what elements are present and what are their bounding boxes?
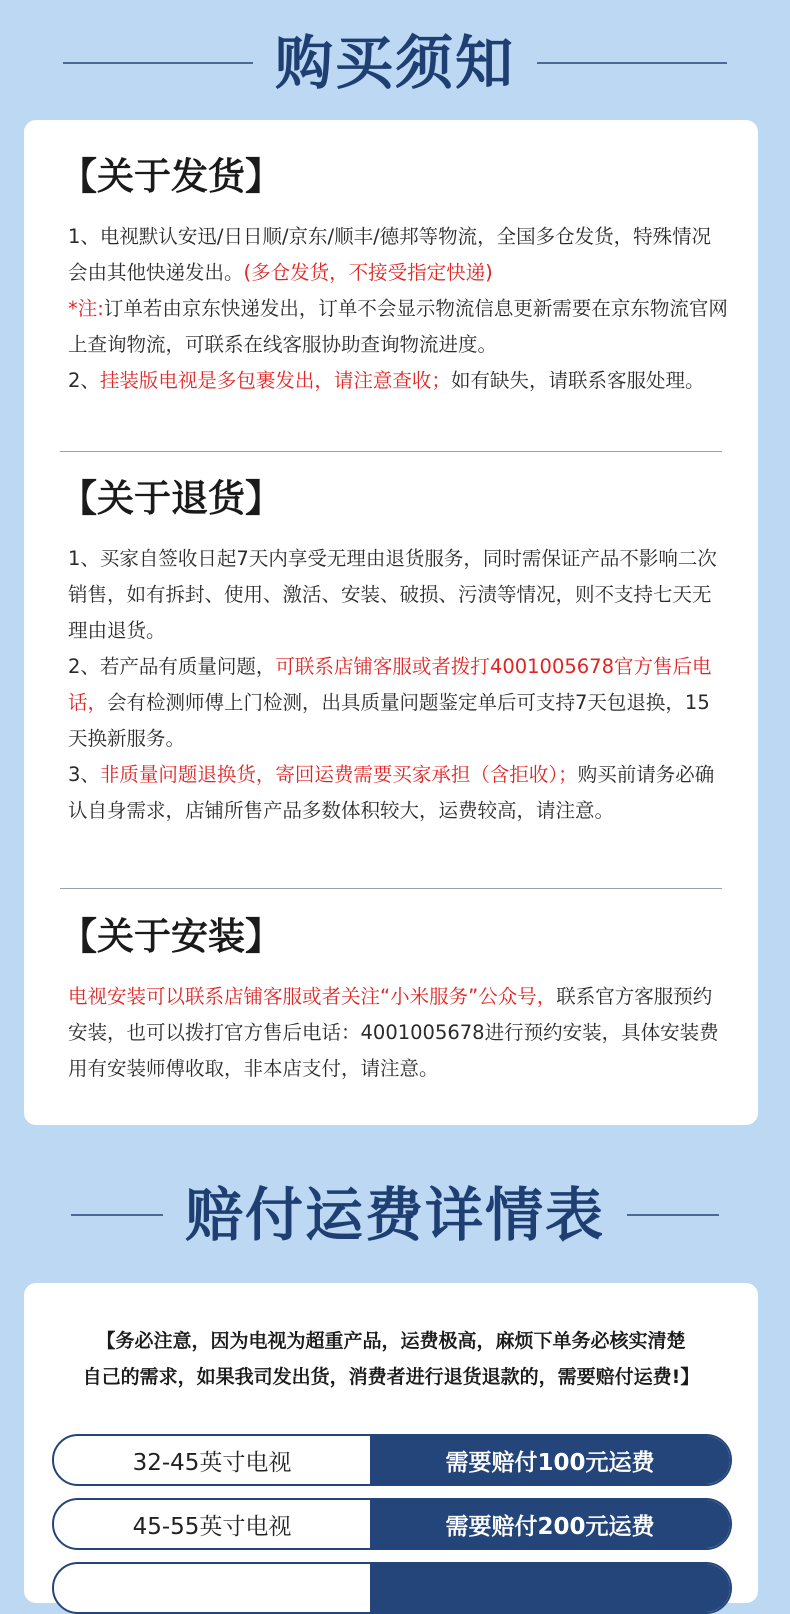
fee-amount: 需要赔付100元运费 (370, 1436, 730, 1484)
install-highlight: 电视安装可以联系店铺客服或者关注“小米服务”公众号， (68, 985, 557, 1008)
fee-amount: 需要赔付200元运费 (370, 1500, 730, 1548)
fee-card (24, 1283, 758, 1603)
fee-notice-line-2: 自己的需求，如果我司发出货，消费者进行退货退款的，需要赔付运费!】 (82, 1366, 700, 1388)
shipping-body (68, 219, 728, 399)
returns-title: 【关于退货】 (60, 477, 282, 520)
install-title: 【关于安装】 (60, 915, 282, 958)
shipping-item-2-prefix: 2、 (68, 369, 100, 392)
returns-item-2-highlight: 可联系店铺客服或者拨打4001005678官方售后电话， (68, 655, 712, 714)
shipping-item-2-highlight: 挂装版电视是多包裹发出，请注意查收； (99, 369, 451, 392)
header-line-right (537, 62, 727, 64)
install-normal: 联系官方客服预约安装，也可以拨打官方售后电话：4001005678进行预约安装，具体安装费用有安装师傅收取，非本店支付，请注意。 (68, 985, 719, 1080)
fee-size: 45-55英寸电视 (132, 1513, 292, 1540)
fee-amount-partial (370, 1564, 730, 1612)
shipping-section (60, 155, 728, 399)
fee-notice-line-1: 【务必注意，因为电视为超重产品，运费极高，麻烦下单务必核实清楚 (96, 1330, 686, 1352)
header-line-left (63, 62, 253, 64)
shipping-note-text: 订单若由京东快递发出，订单不会显示物流信息更新需要在京东物流官网上查询物流，可联系在线客服协助查询物流进度。 (68, 297, 728, 356)
fee-notice (54, 1323, 728, 1395)
returns-item-2 (68, 649, 728, 757)
shipping-item-1-highlight: (多仓发货，不接受指定快递) (243, 261, 493, 284)
returns-item-1: 1、买家自签收日起7天内享受无理由退货服务，同时需保证产品不影响二次销售，如有拆封、使用、激活、安装、破损、污渍等情况，则不支持七天无理由退货。 (68, 547, 717, 642)
returns-item-3 (68, 757, 728, 829)
returns-item-2-prefix: 2、若产品有质量问题， (68, 655, 276, 678)
fee-row (52, 1434, 732, 1486)
shipping-title: 【关于发货】 (60, 155, 282, 198)
header-line-left (71, 1214, 163, 1216)
notice-card (24, 120, 758, 1125)
shipping-note (68, 291, 728, 363)
returns-item-3-text: 购买前请务必确认自身需求，店铺所售产品多数体积较大，运费较高，请注意。 (68, 763, 715, 822)
page-title: 购买须知 (274, 29, 515, 97)
install-section (60, 915, 728, 1087)
fee-row (52, 1498, 732, 1550)
section-divider (60, 451, 722, 452)
fee-table-title: 赔付运费详情表 (184, 1181, 605, 1249)
install-body (68, 979, 728, 1087)
fee-size: 32-45英寸电视 (132, 1449, 292, 1476)
returns-body (68, 541, 728, 829)
fee-size-partial (54, 1564, 370, 1612)
returns-item-3-highlight: 非质量问题退换货，寄回运费需要买家承担（含拒收）； (99, 763, 578, 786)
header-line-right (627, 1214, 719, 1216)
install-text (68, 979, 728, 1087)
shipping-note-label: *注: (68, 297, 104, 320)
shipping-item-1-text: 1、电视默认安迅/日日顺/京东/顺丰/德邦等物流，全国多仓发货，特殊情况会由其他快递发出。 (68, 225, 712, 284)
fee-table-header (0, 1181, 790, 1249)
returns-section (60, 477, 728, 829)
fee-row-partial (52, 1562, 732, 1614)
returns-item-2-text: 会有检测师傅上门检测，出具质量问题鉴定单后可支持7天包退换，15天换新服务。 (68, 691, 710, 750)
purchase-notice-header (0, 29, 790, 97)
shipping-item-1 (68, 219, 728, 291)
section-divider (60, 888, 722, 889)
shipping-item-2 (68, 363, 728, 399)
shipping-item-2-text: 如有缺失，请联系客服处理。 (450, 369, 705, 392)
returns-item-3-prefix: 3、 (68, 763, 100, 786)
